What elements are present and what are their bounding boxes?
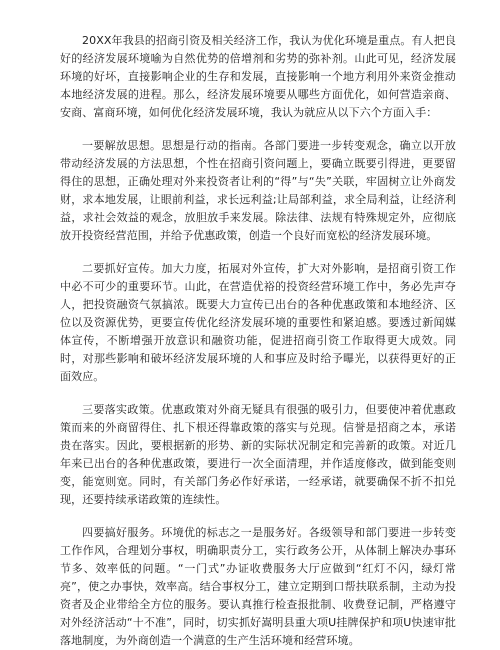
paragraph-service: 四要搞好服务。环境优的标志之一是服务好。各级领导和部门要进一步转变工作作风，合理划分事权，明确职责分工，实行政务公开，从体制上解决办事环节多、效率低的问题。“一门式”办证收费服务大厅应做到“红灯不闪，绿灯常亮”，使之办事快，效率高。结合事权分工，建立定期到口帮扶联系制，主动为投资者及企业带给全方位的服务。要认真推行检查报批制、收费登记制，严格遵守对外经济活动“十不准”，同时，切实抓好嵩明县重大项U挂牌保护和项U快速审批落地制度，为外商创造一个满意的生产生活环境和经营环境。 — [60, 526, 456, 647]
paragraph-gap — [60, 509, 456, 524]
intro-paragraph: 20XX年我县的招商引资及相关经济工作，我认为优化环境是重点。有人把良好的经济发展环境喻为自然优势的倍增剂和劣势的弥补剂。山此可见，经济发展环境的好坏，直接影响企业的生存和发展，直接影响一个地方利用外来资金推动本地经济发展的进程。那么，经济发展环境要从哪些方面优化，如何营造亲商、安商、富商环境，如何优化经济发展环境，我认为就应从以下六个方面入手： — [60, 34, 456, 119]
paragraph-policy: 三要落实政策。优惠政策对外商无疑具有很强的吸引力，但要使冲着优惠政策而来的外商留得住、扎下根还得靠政策的落实与兑现。信誉是招商之本，承诺贵在落实。因此，要根据新的形势、新的实际状况制定和完善新的政策。对近几年来已出台的各种优惠政策，要进行一次全面清理，并作适度修改，做到能变则变，能宽则宽。同时，有关部门务必作好承诺，一经承诺，就要确保不折不扣兑现，还要持续承诺政策的连续性。 — [60, 403, 456, 506]
paragraph-emancipate-mind: 一要解放思想。思想是行动的指南。各部门要进一步转变观念，确立以开放带动经济发展的方法思想，个性在招商引资问题上，要确立既要引得进，更要留得住的思想，正确处理对外来投资者让利的“得”与“失”关联，牢固树立让外商发财，求本地发展，让眼前利益，求长远利益;让局部利益，求全局利益，让经济利益，求社会效益的观念，放胆放手来发展。除法律、法规有特殊规定外，应彻底放开投资经营范围，并给予优惠政策，创造一个良好而宽松的经济发展环境。 — [60, 139, 456, 242]
paragraph-gap — [60, 245, 456, 260]
paragraph-gap — [60, 386, 456, 401]
paragraph-gap — [60, 122, 456, 137]
paragraph-publicity: 二要抓好宣传。加大力度，拓展对外宣传，扩大对外影响，是招商引资工作中必不可少的重要环节。山此，在营造优裕的投资经营环境工作中，务必先声夺人，把投资融资气氛搞浓。既要大力宣传已出台的各种优惠政策和本地经济、区位以及资源优势，更要宣传优化经济发展环境的重要性和紧迫感。要透过新闻媒体宣传，不断增强开放意识和融资功能，促进招商引资工作取得更大成效。同时，对那些影响和破坏经济发展环境的人和事应及时给予曝光，以获得更好的正面效应。 — [60, 262, 456, 383]
